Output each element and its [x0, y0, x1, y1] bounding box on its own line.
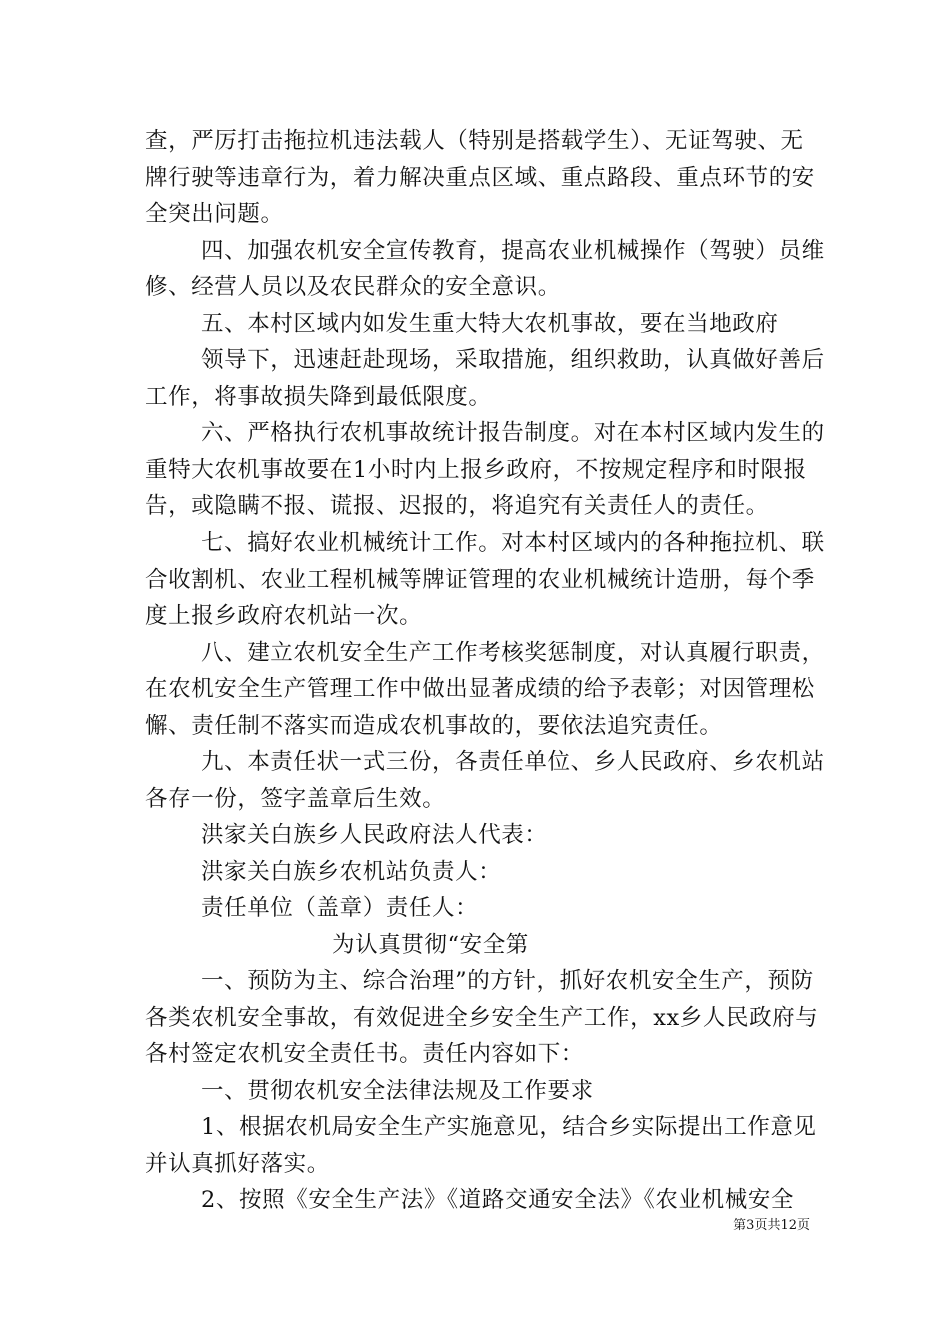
page-number: 第3页共12页 [733, 1218, 810, 1233]
text-line: 各类农机安全事故，有效促进全乡安全生产工作，xx乡人民政府与 [145, 1005, 819, 1031]
text-line: 五、本村区域内如发生重大特大农机事故，要在当地政府 [201, 311, 779, 337]
text-line: 查，严厉打击拖拉机违法载人（特别是搭载学生）、无证驾驶、无 [145, 128, 804, 154]
signature-line-station-head: 洪家关白族乡农机站负责人： [201, 859, 502, 885]
signature-line-gov-rep: 洪家关白族乡人民政府法人代表： [201, 822, 548, 848]
text-line: 工作，将事故损失降到最低限度。 [145, 384, 492, 410]
text-line: 全突出问题。 [145, 201, 284, 227]
text-line: 六、严格执行农机事故统计报告制度。对在本村区域内发生的 [201, 420, 825, 446]
text-line: 合收割机、农业工程机械等牌证管理的农业机械统计造册，每个季 [145, 567, 815, 593]
section-title: 为认真贯彻“安全第 [332, 932, 529, 958]
text-line: 1、根据农机局安全生产实施意见，结合乡实际提出工作意见 [201, 1114, 817, 1140]
text-line: 重特大农机事故要在1小时内上报乡政府，不按规定程序和时限报 [145, 457, 807, 483]
text-line: 领导下，迅速赶赴现场，采取措施，组织救助，认真做好善后 [201, 347, 825, 373]
text-line: 四、加强农机安全宣传教育，提高农业机械操作（驾驶）员维 [201, 238, 825, 264]
text-line: 2、按照《安全生产法》《道路交通安全法》《农业机械安全 [201, 1187, 795, 1213]
text-line: 一、预防为主、综合治理”的方针，抓好农机安全生产，预防 [201, 968, 814, 994]
text-line: 并认真抓好落实。 [145, 1151, 330, 1177]
text-line: 度上报乡政府农机站一次。 [145, 603, 423, 629]
text-line: 牌行驶等违章行为，着力解决重点区域、重点路段、重点环节的安 [145, 165, 815, 191]
signature-line-unit: 责任单位（盖章）责任人： [201, 895, 479, 921]
text-line: 修、经营人员以及农民群众的安全意识。 [145, 274, 561, 300]
section-heading: 一、贯彻农机安全法律法规及工作要求 [201, 1078, 594, 1104]
text-line: 七、搞好农业机械统计工作。对本村区域内的各种拖拉机、联 [201, 530, 825, 556]
text-line: 各村签定农机安全责任书。责任内容如下： [145, 1041, 584, 1067]
text-line: 懈、责任制不落实而造成农机事故的，要依法追究责任。 [145, 713, 723, 739]
text-line: 告，或隐瞒不报、谎报、迟报的，将追究有关责任人的责任。 [145, 493, 769, 519]
text-line: 八、建立农机安全生产工作考核奖惩制度，对认真履行职责， [201, 640, 825, 666]
text-line: 各存一份，签字盖章后生效。 [145, 786, 446, 812]
text-line: 在农机安全生产管理工作中做出显著成绩的给予表彰；对因管理松 [145, 676, 815, 702]
text-line: 九、本责任状一式三份，各责任单位、乡人民政府、乡农机站 [201, 749, 825, 775]
